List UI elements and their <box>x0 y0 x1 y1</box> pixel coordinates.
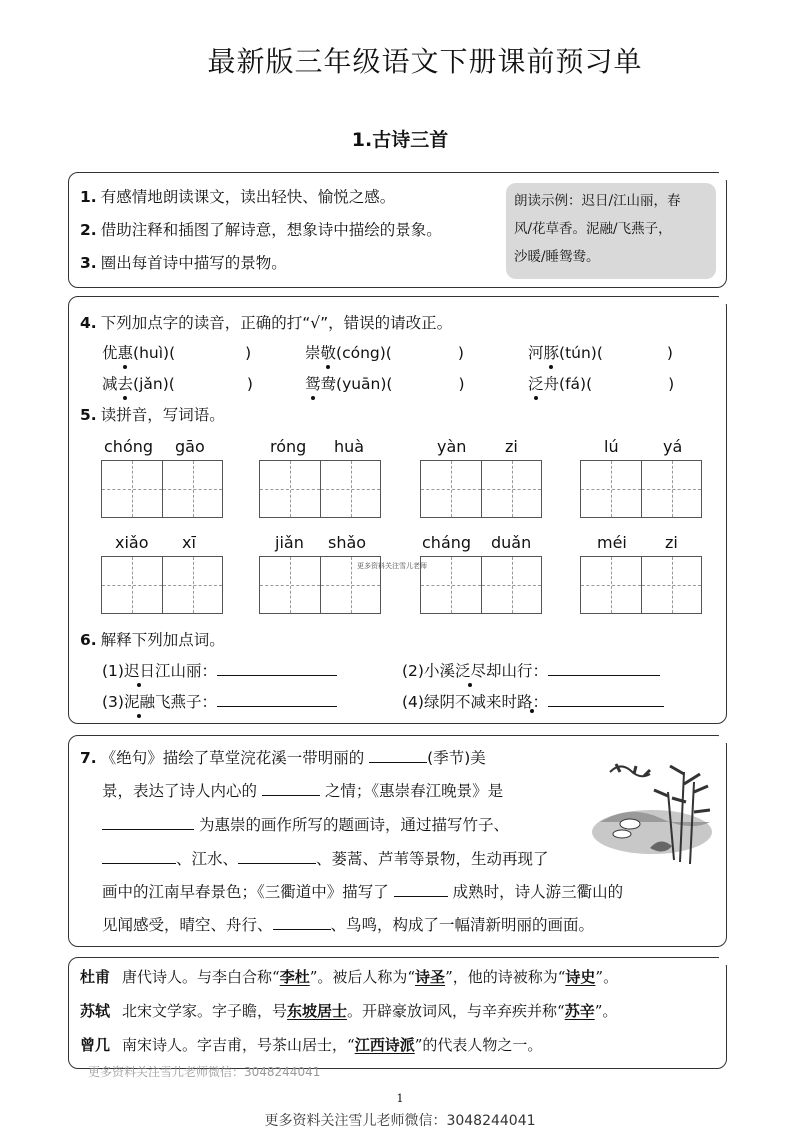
reading-example: 朗读示例：迟日/江山丽，春 风/花草香。泥融/飞燕子， 沙暖/睡鸳鸯。 <box>506 183 716 279</box>
q7-line-6: 见闻感受，晴空、舟行、 、鸟鸣，构成了一幅清新明丽的画面。 <box>102 916 595 934</box>
writing-grid[interactable] <box>580 556 702 614</box>
pinyin: cháng <box>422 533 472 552</box>
pinyin: xī <box>182 533 196 552</box>
writing-grid[interactable] <box>420 556 542 614</box>
small-watermark: 更多资料关注雪儿老师 <box>357 562 427 570</box>
pinyin: jiǎn <box>275 533 304 552</box>
pinyin: lú <box>604 437 619 456</box>
answer-blank[interactable] <box>262 781 320 796</box>
author-bio: 杜甫 唐代诗人。与李白合称“李杜”。被后人称为“诗圣”，他的诗被称为“诗史”。 <box>80 968 619 986</box>
q7-line-1: 7. 《绝句》描绘了草堂浣花溪一带明丽的 (季节)美 <box>80 749 486 767</box>
explain-item: (4)绿阴不减来时路： <box>402 690 664 712</box>
pronunciation-item: 优惠(huì)( ) <box>102 341 251 363</box>
answer-blank[interactable] <box>102 849 176 864</box>
pinyin: zi <box>665 533 678 552</box>
pinyin: shǎo <box>328 533 367 552</box>
q7-line-3: 为惠崇的画作所写的题画诗，通过描写竹子、 <box>102 813 509 835</box>
footer-text: 更多资料关注雪儿老师微信：3048244041 <box>264 1113 536 1129</box>
answer-blank[interactable] <box>548 692 664 707</box>
pinyin: zi <box>505 437 518 456</box>
explain-item: (3)泥融飞燕子： <box>102 690 337 712</box>
page-number: 1 <box>396 1092 404 1105</box>
pinyin: yá <box>663 437 683 456</box>
q7-line-4: 、江水、 、蒌蒿、芦苇等景物，生动再现了 <box>102 847 549 869</box>
q7-line-5: 画中的江南早春景色；《三衢道中》描写了 成熟时，诗人游三衢山的 <box>102 883 624 901</box>
pinyin: duǎn <box>491 533 532 552</box>
pinyin: huà <box>334 437 365 456</box>
answer-blank[interactable] <box>369 748 427 763</box>
question-5: 5. 读拼音，写词语。 <box>80 406 225 424</box>
pinyin: róng <box>270 437 307 456</box>
bamboo-riverside-illustration <box>590 752 718 870</box>
answer-blank[interactable] <box>217 661 337 676</box>
answer-blank[interactable] <box>238 849 316 864</box>
pronunciation-item: 泛舟(fá)( ) <box>528 372 674 394</box>
task-1: 1. 有感情地朗读课文，读出轻快、愉悦之感。 <box>80 188 396 206</box>
explain-item: (2)小溪泛尽却山行： <box>402 659 660 681</box>
page-title: 最新版三年级语文下册课前预习单 <box>207 45 643 78</box>
pinyin: gāo <box>175 437 205 456</box>
lesson-title: 1.古诗三首 <box>351 129 449 151</box>
answer-blank[interactable] <box>217 692 337 707</box>
pinyin: chóng <box>104 437 154 456</box>
writing-grid[interactable] <box>420 460 542 518</box>
writing-grid[interactable] <box>101 556 223 614</box>
pinyin: xiǎo <box>115 533 149 552</box>
author-bio: 苏轼 北宋文学家。字子瞻，号东坡居士。开辟豪放词风，与辛弃疾并称“苏辛”。 <box>80 1002 618 1020</box>
answer-blank[interactable] <box>394 882 448 897</box>
pronunciation-item: 崇敬(cóng)( ) <box>305 341 464 363</box>
answer-blank[interactable] <box>273 915 331 930</box>
pinyin: méi <box>597 533 627 552</box>
pronunciation-item: 减去(jǎn)( ) <box>102 372 253 394</box>
task-3: 3. 圈出每首诗中描写的景物。 <box>80 254 287 272</box>
watermark: 更多资料关注雪儿老师微信：3048244041 <box>88 1065 321 1079</box>
question-6: 6. 解释下列加点词。 <box>80 631 225 649</box>
q7-line-2: 景，表达了诗人内心的 之情；《惠崇春江晚景》是 <box>102 782 504 800</box>
pronunciation-item: 鸳鸯(yuān)( ) <box>305 372 465 394</box>
answer-blank[interactable] <box>548 661 660 676</box>
pinyin: yàn <box>437 437 467 456</box>
task-2: 2. 借助注释和插图了解诗意，想象诗中描绘的景象。 <box>80 221 442 239</box>
pronunciation-item: 河豚(tún)( ) <box>528 341 673 363</box>
writing-grid[interactable] <box>101 460 223 518</box>
explain-item: (1)迟日江山丽： <box>102 659 337 681</box>
question-4: 4. 下列加点字的读音，正确的打“√”，错误的请改正。 <box>80 314 453 332</box>
writing-grid[interactable] <box>259 460 381 518</box>
answer-blank[interactable] <box>102 815 194 830</box>
author-bio: 曾几 南宋诗人。字吉甫，号茶山居士，“江西诗派”的代表人物之一。 <box>80 1036 543 1054</box>
writing-grid[interactable] <box>580 460 702 518</box>
